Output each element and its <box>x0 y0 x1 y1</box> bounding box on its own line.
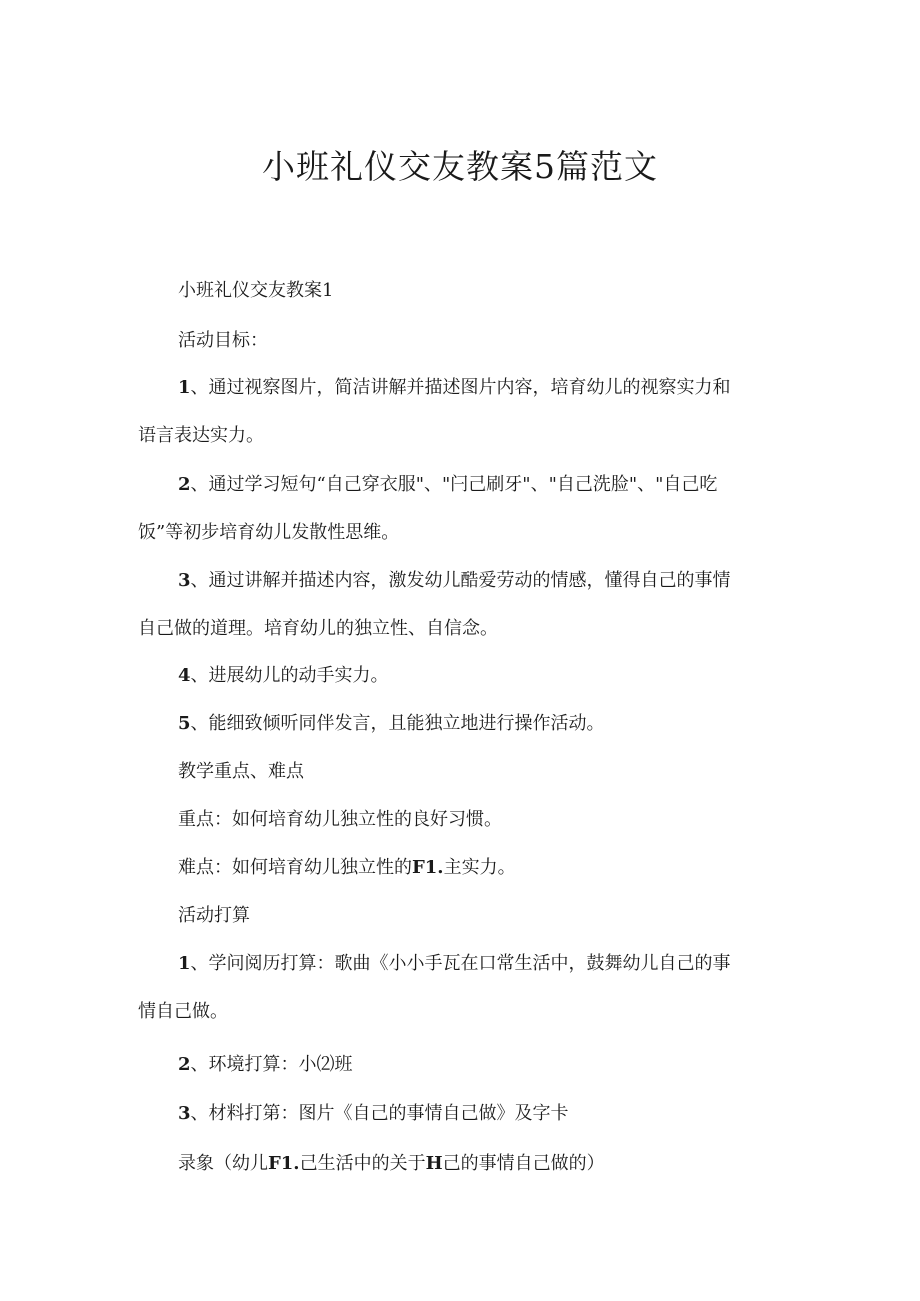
goal-text: 、通过学习短句“自己穿衣服"、"闩己刷牙"、"自己洗脸"、"自己吃 <box>190 474 718 495</box>
difficult-point-bold: F1. <box>412 857 444 878</box>
goal-item-4 <box>178 661 389 691</box>
goals-heading: 活动目标： <box>178 330 268 351</box>
difficult-point <box>178 853 516 883</box>
goal-item-2 <box>178 470 717 500</box>
goal-text: 、通过讲解并描述内容，激发幼儿酷爱劳动的情感，懂得自己的事情 <box>190 570 731 591</box>
goal-text: 、进展幼儿的动手实力。 <box>190 665 389 686</box>
goal-text: 、通过视察图片，简洁讲解并描述图片内容，培育幼儿的视察实力和 <box>190 377 731 398</box>
video-bold-1: F1. <box>268 1153 300 1174</box>
goal-item-1-continued: 语言表达实力。 <box>138 425 264 446</box>
prep-number: 3 <box>178 1103 191 1124</box>
goal-number: 2 <box>178 474 191 495</box>
goal-item-5 <box>178 709 605 739</box>
goal-item-3 <box>178 566 731 596</box>
difficult-point-prefix: 难点：如何培育幼儿独立性的 <box>178 857 412 878</box>
prep-number: 2 <box>178 1054 191 1075</box>
video-suffix: 己的事情自己做的） <box>442 1153 605 1174</box>
prep-heading: 活动打算 <box>178 905 250 926</box>
goal-number: 1 <box>178 377 191 398</box>
goal-number: 3 <box>178 570 191 591</box>
document-title: 小班礼仪交友教案5篇范文 <box>262 147 658 186</box>
prep-item-1-continued: 情自己做。 <box>138 1001 228 1022</box>
goal-item-3-continued: 自己做的道理。培育幼儿的独立性、自信念。 <box>138 618 498 639</box>
video-mid: 己生活中的关于 <box>299 1153 426 1174</box>
prep-item-2 <box>178 1050 353 1080</box>
key-points-heading: 教学重点、难点 <box>178 761 304 782</box>
difficult-point-suffix: 主实力。 <box>443 857 516 878</box>
video-prefix: 录象（幼儿 <box>178 1153 268 1174</box>
goal-text: 、能细致倾听同伴发言，且能独立地进行操作活动。 <box>190 713 605 734</box>
prep-item-1 <box>178 949 731 979</box>
prep-text: 、学问阅历打算：歌曲《小小手瓦在口常生活中，鼓舞幼儿自己的事 <box>190 953 731 974</box>
key-point: 重点：如何培育幼儿独立性的良好习惯。 <box>178 809 502 830</box>
goal-number: 4 <box>178 665 191 686</box>
section-heading: 小班礼仪交友教案1 <box>178 280 334 301</box>
video-material <box>178 1149 605 1179</box>
goal-number: 5 <box>178 713 191 734</box>
goal-item-1 <box>178 373 731 403</box>
prep-text: 、材料打第：图片《自己的事情自己做》及字卡 <box>190 1103 569 1124</box>
prep-item-3 <box>178 1099 569 1129</box>
video-bold-2: H <box>425 1153 443 1174</box>
prep-text: 、环境打算：小⑵班 <box>190 1054 353 1075</box>
goal-item-2-continued: 饭”等初步培育幼儿发散性思维。 <box>138 522 400 543</box>
prep-number: 1 <box>178 953 191 974</box>
